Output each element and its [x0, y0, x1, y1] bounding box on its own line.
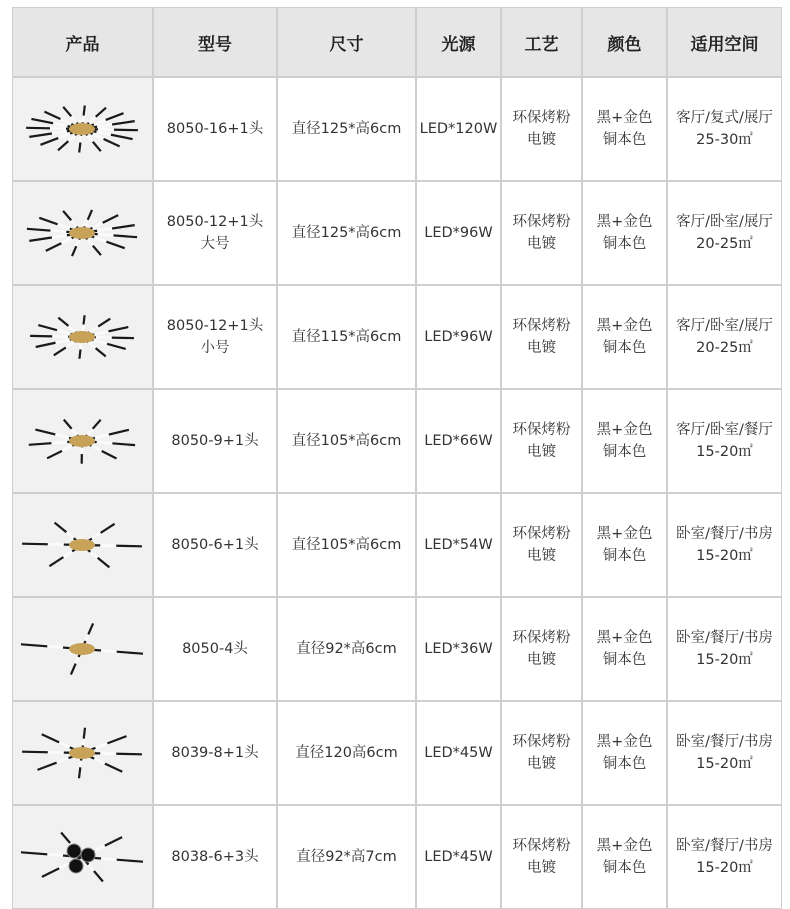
- size-cell: [278, 806, 415, 908]
- space-cell-line: 20-25㎡: [696, 337, 753, 359]
- space-cell-line: 15-20㎡: [696, 545, 753, 567]
- color-cell-line: 铜本色: [603, 337, 647, 359]
- color-cell-line: 黑+金色: [597, 107, 653, 129]
- model-cell: [154, 598, 276, 700]
- space-cell-line: 客厅/卧室/展厅: [676, 211, 773, 233]
- space-cell-line: 卧室/餐厅/书房: [676, 731, 773, 753]
- craft-cell-line: 电镀: [527, 545, 556, 567]
- space-cell-line: 20-25㎡: [696, 233, 753, 255]
- size-cell: [278, 390, 415, 492]
- space-cell-line: 15-20㎡: [696, 649, 753, 671]
- light-source-cell: [417, 182, 500, 284]
- spec-table: [12, 7, 782, 909]
- craft-cell: [502, 78, 581, 180]
- space-cell-line: 卧室/餐厅/书房: [676, 627, 773, 649]
- header-model: 型号: [154, 8, 276, 76]
- model-cell-line: 8050-16+1头: [167, 118, 263, 140]
- color-cell: [583, 286, 666, 388]
- size-cell-line: 直径105*高6cm: [292, 430, 402, 452]
- color-cell: [583, 182, 666, 284]
- craft-cell-line: 电镀: [527, 753, 556, 775]
- light-source-cell-line: LED*54W: [424, 534, 492, 556]
- ceiling-light-6-arm-3-disc-icon: [13, 806, 152, 908]
- color-cell-line: 铜本色: [603, 545, 647, 567]
- header-color: 颜色: [583, 8, 666, 76]
- model-cell-line: 8050-12+1头: [167, 315, 263, 337]
- model-cell-line: 8050-9+1头: [171, 430, 258, 452]
- size-cell: [278, 182, 415, 284]
- ceiling-light-16-arm-icon: [13, 78, 152, 180]
- size-cell-line: 直径105*高6cm: [292, 534, 402, 556]
- model-cell-line: 8039-8+1头: [171, 742, 258, 764]
- header-light-source: 光源: [417, 8, 500, 76]
- craft-cell: [502, 702, 581, 804]
- craft-cell: [502, 390, 581, 492]
- craft-cell: [502, 494, 581, 596]
- size-cell-line: 直径92*高7cm: [296, 846, 397, 868]
- size-cell-line: 直径120高6cm: [295, 742, 398, 764]
- model-cell: [154, 78, 276, 180]
- color-cell-line: 铜本色: [603, 857, 647, 879]
- space-cell: [668, 702, 781, 804]
- space-cell: [668, 286, 781, 388]
- craft-cell-line: 环保烤粉: [513, 315, 571, 337]
- color-cell-line: 黑+金色: [597, 523, 653, 545]
- size-cell: [278, 702, 415, 804]
- model-cell: [154, 702, 276, 804]
- color-cell: [583, 598, 666, 700]
- light-source-cell-line: LED*45W: [424, 742, 492, 764]
- space-cell: [668, 806, 781, 908]
- space-cell-line: 卧室/餐厅/书房: [676, 835, 773, 857]
- model-cell: [154, 494, 276, 596]
- craft-cell: [502, 598, 581, 700]
- color-cell: [583, 390, 666, 492]
- color-cell-line: 黑+金色: [597, 835, 653, 857]
- ceiling-light-12-arm-small-icon: [13, 286, 152, 388]
- light-source-cell: [417, 494, 500, 596]
- light-source-cell: [417, 702, 500, 804]
- size-cell: [278, 286, 415, 388]
- size-cell-line: 直径125*高6cm: [292, 118, 402, 140]
- light-source-cell: [417, 598, 500, 700]
- header-space: 适用空间: [668, 8, 781, 76]
- ceiling-light-12-arm-large-icon: [13, 182, 152, 284]
- model-cell: [154, 182, 276, 284]
- craft-cell-line: 环保烤粉: [513, 107, 571, 129]
- light-source-cell-line: LED*96W: [424, 326, 492, 348]
- light-source-cell-line: LED*36W: [424, 638, 492, 660]
- color-cell-line: 铜本色: [603, 441, 647, 463]
- craft-cell: [502, 286, 581, 388]
- size-cell-line: 直径115*高6cm: [292, 326, 402, 348]
- craft-cell-line: 电镀: [527, 857, 556, 879]
- color-cell: [583, 702, 666, 804]
- light-source-cell-line: LED*96W: [424, 222, 492, 244]
- header-size: 尺寸: [278, 8, 415, 76]
- space-cell-line: 15-20㎡: [696, 857, 753, 879]
- model-cell-line: 8050-12+1头: [167, 211, 263, 233]
- space-cell-line: 25-30㎡: [696, 129, 753, 151]
- model-cell: [154, 286, 276, 388]
- space-cell: [668, 390, 781, 492]
- ceiling-light-6-arm-icon: [13, 494, 152, 596]
- size-cell: [278, 598, 415, 700]
- model-cell: [154, 390, 276, 492]
- light-source-cell: [417, 286, 500, 388]
- model-cell-line: 8038-6+3头: [171, 846, 258, 868]
- model-cell-line: 大号: [201, 233, 230, 255]
- craft-cell-line: 环保烤粉: [513, 211, 571, 233]
- size-cell-line: 直径125*高6cm: [292, 222, 402, 244]
- light-source-cell-line: LED*45W: [424, 846, 492, 868]
- ceiling-light-8-arm-icon: [13, 702, 152, 804]
- space-cell: [668, 78, 781, 180]
- light-source-cell-line: LED*66W: [424, 430, 492, 452]
- header-craft: 工艺: [502, 8, 581, 76]
- space-cell-line: 15-20㎡: [696, 441, 753, 463]
- color-cell: [583, 494, 666, 596]
- space-cell: [668, 182, 781, 284]
- craft-cell-line: 环保烤粉: [513, 835, 571, 857]
- color-cell-line: 黑+金色: [597, 731, 653, 753]
- space-cell-line: 15-20㎡: [696, 753, 753, 775]
- color-cell-line: 铜本色: [603, 753, 647, 775]
- color-cell-line: 黑+金色: [597, 419, 653, 441]
- color-cell-line: 黑+金色: [597, 627, 653, 649]
- craft-cell-line: 环保烤粉: [513, 627, 571, 649]
- light-source-cell-line: LED*120W: [420, 118, 498, 140]
- craft-cell-line: 电镀: [527, 649, 556, 671]
- space-cell-line: 客厅/卧室/餐厅: [676, 419, 773, 441]
- craft-cell: [502, 182, 581, 284]
- space-cell: [668, 494, 781, 596]
- craft-cell-line: 电镀: [527, 441, 556, 463]
- color-cell-line: 铜本色: [603, 649, 647, 671]
- header-product: 产品: [13, 8, 152, 76]
- color-cell-line: 铜本色: [603, 233, 647, 255]
- model-cell-line: 小号: [201, 337, 230, 359]
- color-cell-line: 黑+金色: [597, 315, 653, 337]
- size-cell: [278, 494, 415, 596]
- space-cell-line: 客厅/复式/展厅: [676, 107, 773, 129]
- craft-cell: [502, 806, 581, 908]
- craft-cell-line: 环保烤粉: [513, 523, 571, 545]
- color-cell-line: 铜本色: [603, 129, 647, 151]
- light-source-cell: [417, 78, 500, 180]
- color-cell: [583, 806, 666, 908]
- color-cell-line: 黑+金色: [597, 211, 653, 233]
- craft-cell-line: 环保烤粉: [513, 731, 571, 753]
- craft-cell-line: 电镀: [527, 337, 556, 359]
- model-cell-line: 8050-4头: [182, 638, 248, 660]
- ceiling-light-4-arm-icon: [13, 598, 152, 700]
- space-cell: [668, 598, 781, 700]
- ceiling-light-9-arm-icon: [13, 390, 152, 492]
- color-cell: [583, 78, 666, 180]
- model-cell: [154, 806, 276, 908]
- space-cell-line: 卧室/餐厅/书房: [676, 523, 773, 545]
- light-source-cell: [417, 806, 500, 908]
- model-cell-line: 8050-6+1头: [171, 534, 258, 556]
- craft-cell-line: 电镀: [527, 129, 556, 151]
- space-cell-line: 客厅/卧室/展厅: [676, 315, 773, 337]
- craft-cell-line: 电镀: [527, 233, 556, 255]
- size-cell-line: 直径92*高6cm: [296, 638, 397, 660]
- size-cell: [278, 78, 415, 180]
- light-source-cell: [417, 390, 500, 492]
- craft-cell-line: 环保烤粉: [513, 419, 571, 441]
